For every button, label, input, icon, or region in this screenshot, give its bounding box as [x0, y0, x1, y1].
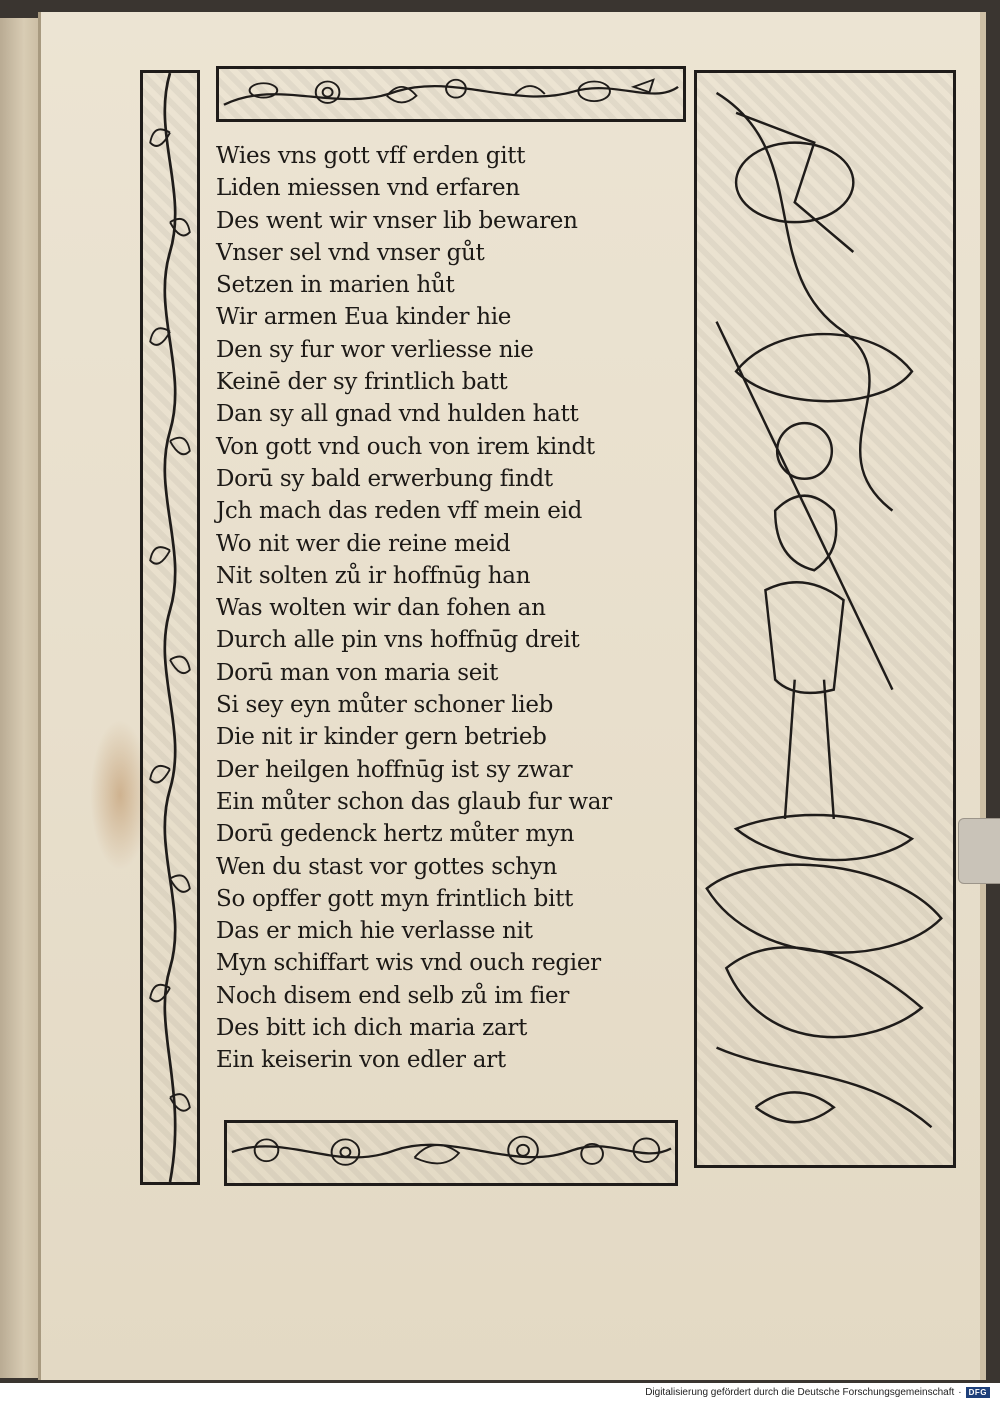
poem-line: Myn schiffart wis vnd ouch regier — [216, 950, 601, 977]
right-woodcut-border — [694, 70, 956, 1168]
poem-line: Jch mach das reden vff mein eid — [216, 498, 582, 525]
poem-line: Keinē der sy frintlich batt — [216, 369, 508, 396]
poem-line: Nit solten zů ir hoffnūg han — [216, 562, 531, 589]
poem-line: Ein můter schon das glaub fur war — [216, 788, 612, 815]
poem-line: Durch alle pin vns hoffnūg dreit — [216, 627, 580, 654]
poem-line: Dan sy all gnad vnd hulden hatt — [216, 401, 579, 428]
poem-line: Si sey eyn můter schoner lieb — [216, 692, 554, 719]
poem-line: So opffer gott myn frintlich bitt — [216, 885, 574, 912]
footer-text: Digitalisierung gefördert durch die Deutsche Forschungsgemeinschaft — [645, 1387, 955, 1398]
poem-line: Dorū man von maria seit — [216, 659, 499, 686]
poem-line: Wir armen Eua kinder hie — [216, 304, 512, 331]
poem-line: Von gott vnd ouch von irem kindt — [216, 433, 595, 460]
footer-separator: · — [958, 1387, 962, 1398]
poem-line: Des bitt ich dich maria zart — [216, 1015, 528, 1042]
poem-line: Des went wir vnser lib bewaren — [216, 207, 578, 234]
flower-vine-border-icon — [227, 1123, 675, 1183]
page-tab-marker — [958, 818, 1000, 884]
left-floral-border — [140, 70, 200, 1185]
flower-vine-border-icon — [143, 73, 197, 1182]
bird-ornament-icon — [219, 69, 683, 119]
poem-line: Der heilgen hoffnūg ist sy zwar — [216, 756, 573, 783]
dfg-logo: DFG — [966, 1387, 990, 1398]
poem-line: Was wolten wir dan fohen an — [216, 595, 546, 622]
poem-line: Dorū sy bald erwerbung findt — [216, 465, 553, 492]
poem-line: Vnser sel vnd vnser gůt — [216, 239, 485, 266]
poem-line: Das er mich hie verlasse nit — [216, 918, 533, 945]
poem-line: Wen du stast vor gottes schyn — [216, 853, 557, 880]
top-ornament-border — [216, 66, 686, 122]
poem-line: Den sy fur wor verliesse nie — [216, 336, 534, 363]
poem-line: Wies vns gott vff erden gitt — [216, 143, 526, 169]
poem-line: Noch disem end selb zů im fier — [216, 982, 570, 1009]
poem-line: Ein keiserin von edler art — [216, 1047, 506, 1074]
facing-page-edge — [0, 18, 40, 1378]
footer-credit — [645, 1387, 990, 1398]
poem-line: Liden miessen vnd erfaren — [216, 175, 520, 202]
knight-woodcut-icon — [697, 73, 953, 1165]
poem-line: Wo nit wer die reine meid — [216, 530, 511, 557]
poem-text-block — [216, 140, 686, 1077]
poem-line: Dorū gedenck hertz můter myn — [216, 821, 575, 848]
poem-line: Die nit ir kinder gern betrieb — [216, 724, 547, 751]
bottom-ornament-border — [224, 1120, 678, 1186]
poem-line: Setzen in marien hůt — [216, 272, 455, 299]
